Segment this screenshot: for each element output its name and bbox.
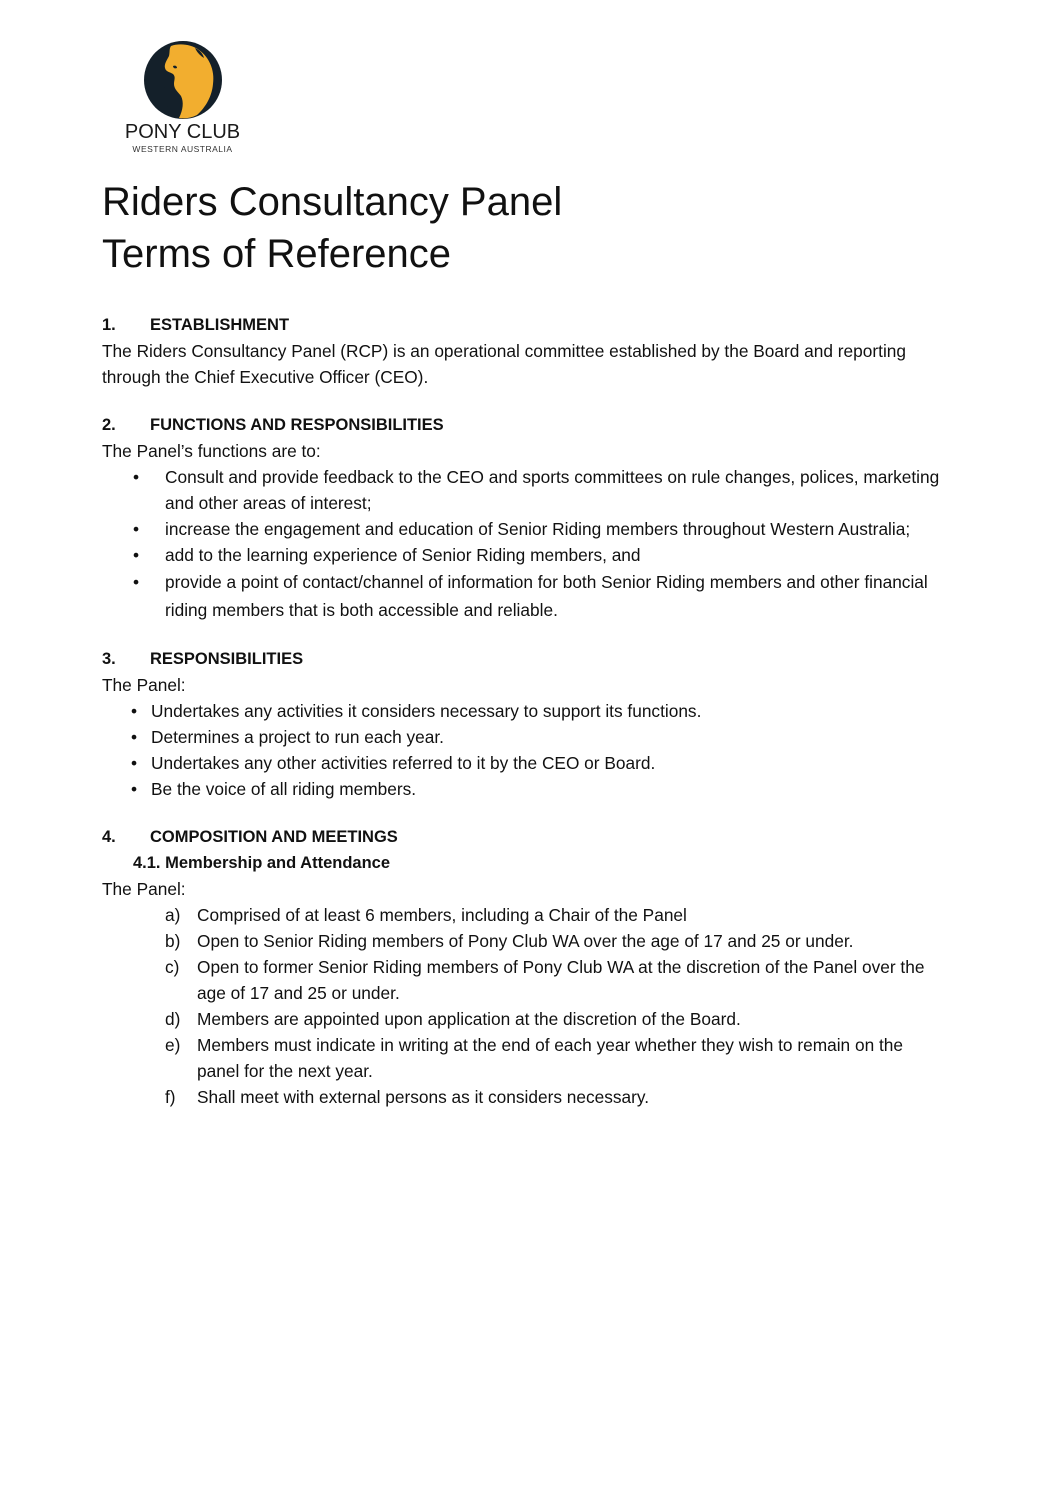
bullet-icon: • [133, 519, 140, 539]
functions-list [102, 464, 942, 624]
list-item [102, 516, 942, 542]
list-marker: e) [165, 1035, 181, 1055]
horse-head-icon [143, 40, 223, 120]
pony-club-logo [110, 40, 260, 160]
section-number: 3. [102, 650, 116, 668]
section-title: ESTABLISHMENT [150, 316, 290, 334]
section-intro: The Panel’s functions are to: [102, 441, 321, 461]
bullet-icon: • [133, 572, 140, 592]
list-item-text: Comprised of at least 6 members, including a Chair of the Panel [197, 905, 687, 925]
bullet-icon: • [131, 779, 138, 799]
list-item [102, 542, 942, 568]
list-item [102, 1084, 942, 1110]
list-marker: d) [165, 1009, 181, 1029]
title-line-2: Terms of Reference [102, 232, 452, 276]
list-item-text: increase the engagement and education of Senior Riding members throughout Western Australia; [165, 519, 911, 539]
section-responsibilities [102, 646, 942, 802]
section-paragraph: The Riders Consultancy Panel (RCP) is an operational committee established by the Board and reporting through the Chief Executive Officer (CEO). [102, 341, 906, 387]
responsibilities-list [102, 698, 942, 802]
section-title: FUNCTIONS AND RESPONSIBILITIES [150, 416, 444, 434]
section-heading [102, 312, 942, 338]
list-marker: b) [165, 931, 181, 951]
bullet-icon: • [131, 753, 138, 773]
list-marker: a) [165, 905, 181, 925]
bullet-icon: • [133, 467, 140, 487]
section-number: 2. [102, 416, 116, 434]
list-item [102, 698, 942, 724]
list-item-text: Undertakes any other activities referred to it by the CEO or Board. [151, 753, 656, 773]
section-functions [102, 412, 942, 624]
bullet-icon: • [131, 701, 138, 721]
logo-subtitle: WESTERN AUSTRALIA [132, 144, 233, 154]
list-item [102, 568, 942, 624]
section-number: 1. [102, 316, 116, 334]
section-heading [102, 646, 942, 672]
list-item [102, 724, 942, 750]
list-item-text: provide a point of contact/channel of information for both Senior Riding members and other financial riding members that is both accessible and reliable. [165, 572, 928, 620]
list-item-text: Undertakes any activities it considers necessary to support its functions. [151, 701, 702, 721]
document-title [102, 176, 562, 280]
section-heading [102, 412, 942, 438]
section-title: RESPONSIBILITIES [150, 650, 304, 668]
section-intro: The Panel: [102, 675, 186, 695]
list-item [102, 776, 942, 802]
list-item [102, 750, 942, 776]
list-item [102, 1006, 942, 1032]
list-item-text: Members must indicate in writing at the end of each year whether they wish to remain on the panel for the next year. [197, 1035, 904, 1081]
list-item-text: Shall meet with external persons as it considers necessary. [197, 1087, 650, 1107]
section-title: COMPOSITION AND MEETINGS [150, 828, 398, 846]
list-item-text: Consult and provide feedback to the CEO and sports committees on rule changes, polices, marketing and other areas of interest; [165, 467, 940, 513]
list-item [102, 1032, 942, 1084]
bullet-icon: • [131, 727, 138, 747]
section-composition [102, 824, 942, 1110]
subsection-heading: 4.1. Membership and Attendance [133, 854, 391, 872]
list-item-text: Determines a project to run each year. [151, 727, 444, 747]
bullet-icon: • [133, 545, 140, 565]
list-item-text: Be the voice of all riding members. [151, 779, 417, 799]
section-intro: The Panel: [102, 879, 186, 899]
list-item [102, 928, 942, 954]
list-item-text: add to the learning experience of Senior Riding members, and [165, 545, 641, 565]
section-establishment [102, 312, 942, 390]
section-heading [102, 824, 942, 850]
list-item [102, 464, 942, 516]
section-number: 4. [102, 828, 116, 846]
list-marker: f) [165, 1087, 176, 1107]
list-item-text: Open to former Senior Riding members of Pony Club WA at the discretion of the Panel over the age of 17 and 25 or under. [197, 957, 925, 1003]
title-line-1: Riders Consultancy Panel [102, 180, 563, 224]
list-item-text: Members are appointed upon application at the discretion of the Board. [197, 1009, 741, 1029]
membership-list [102, 902, 942, 1110]
logo-title: PONY CLUB [124, 121, 241, 143]
list-item-text: Open to Senior Riding members of Pony Club WA over the age of 17 and 25 or under. [197, 931, 854, 951]
list-item [102, 954, 942, 1006]
list-marker: c) [165, 957, 180, 977]
list-item [102, 902, 942, 928]
document-body [102, 312, 942, 1132]
